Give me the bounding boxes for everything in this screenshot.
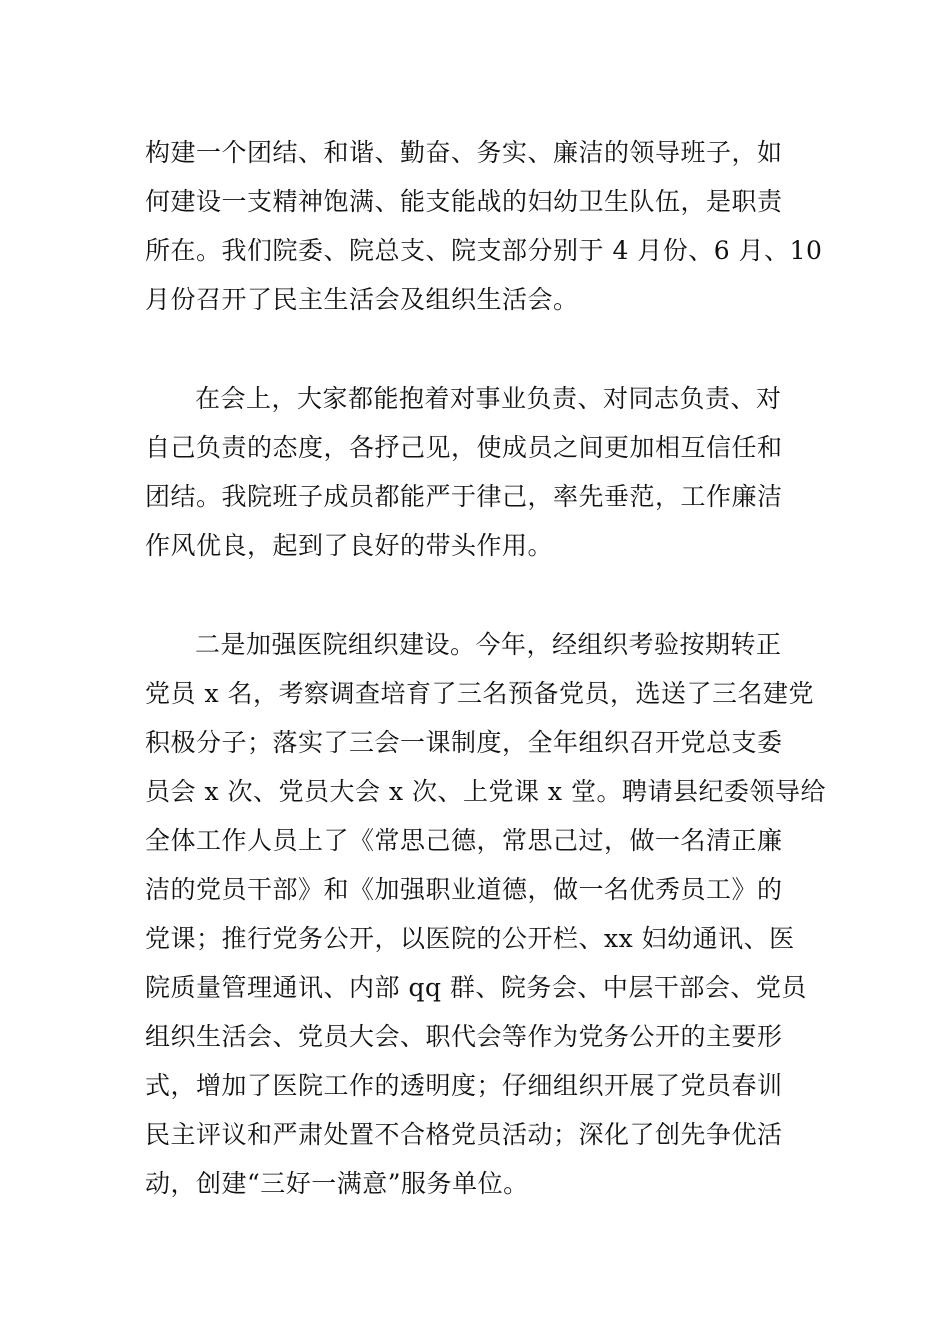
- paragraph-line: 在会上，大家都能抱着对事业负责、对同志负责、对: [195, 384, 782, 413]
- paragraph-line: 员会 x 次、党员大会 x 次、上党课 x 堂。聘请县纪委领导给: [145, 777, 826, 806]
- paragraph-line: 作风优良，起到了良好的带头作用。: [145, 531, 554, 560]
- paragraph-line: 月份召开了民主生活会及组织生活会。: [145, 285, 579, 314]
- paragraph-line: 所在。我们院委、院总支、院支部分别于 4 月份、6 月、10: [145, 236, 823, 265]
- paragraph-line: 团结。我院班子成员都能严于律己，率先垂范，工作廉洁: [145, 482, 783, 511]
- paragraph-line: 全体工作人员上了《常思己德，常思己过，做一名清正廉: [145, 826, 783, 855]
- paragraph-line: 何建设一支精神饱满、能支能战的妇幼卫生队伍，是职责: [145, 187, 783, 216]
- paragraph-2: [145, 374, 807, 570]
- paragraph-line: 式，增加了医院工作的透明度；仔细组织开展了党员春训: [145, 1071, 783, 1100]
- paragraph-line: 党课；推行党务公开，以医院的公开栏、xx 妇幼通讯、医: [145, 924, 795, 953]
- paragraph-line: 洁的党员干部》和《加强职业道德，做一名优秀员工》的: [145, 875, 783, 904]
- paragraph-line: 构建一个团结、和谐、勤奋、务实、廉洁的领导班子，如: [145, 138, 783, 167]
- paragraph-line: 院质量管理通讯、内部 qq 群、院务会、中层干部会、党员: [145, 973, 807, 1002]
- paragraph-line: 组织生活会、党员大会、职代会等作为党务公开的主要形: [145, 1022, 783, 1051]
- paragraph-line: 自己负责的态度，各抒己见，使成员之间更加相互信任和: [145, 433, 783, 462]
- paragraph-line: 党员 x 名，考察调查培育了三名预备党员，选送了三名建党: [145, 679, 814, 708]
- paragraph-line: 民主评议和严肃处置不合格党员活动；深化了创先争优活: [145, 1120, 783, 1149]
- paragraph-3: [145, 620, 826, 1208]
- paragraph-line: 二是加强医院组织建设。今年，经组织考验按期转正: [195, 630, 782, 659]
- paragraph-1: [145, 128, 823, 324]
- paragraph-line: 动，创建“三好一满意”服务单位。: [145, 1169, 529, 1198]
- paragraph-line: 积极分子；落实了三会一课制度，全年组织召开党总支委: [145, 728, 783, 757]
